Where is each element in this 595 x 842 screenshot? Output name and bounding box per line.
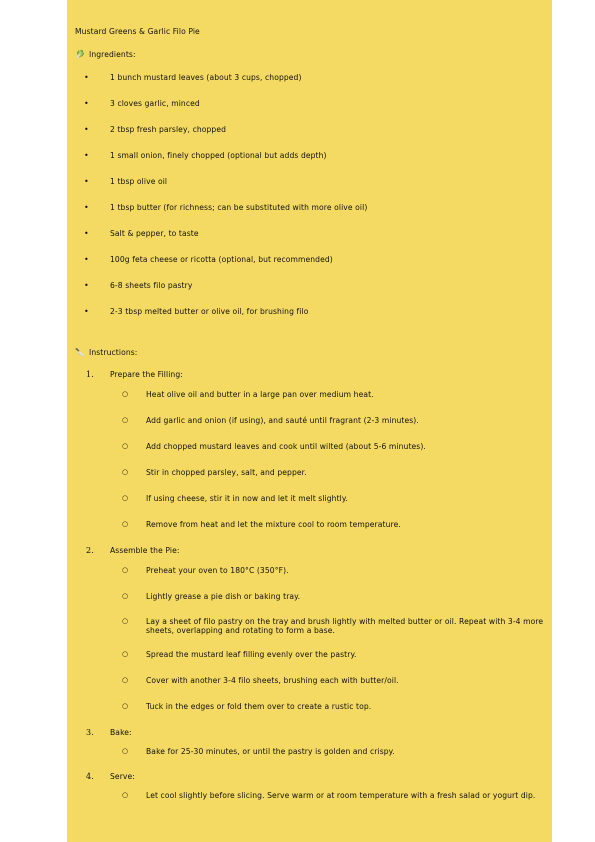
step-number: 2. — [86, 546, 94, 555]
step-detail-item: Cover with another 3-4 filo sheets, brushing each with butter/oil. — [146, 676, 399, 685]
circle-bullet-icon: ○ — [122, 494, 129, 502]
ingredient-item: 2 tbsp fresh parsley, chopped — [110, 125, 227, 134]
step-number: 3. — [86, 728, 94, 737]
step-detail-item: Add chopped mustard leaves and cook until wilted (about 5-6 minutes). — [146, 442, 426, 451]
circle-bullet-icon: ○ — [122, 390, 129, 398]
ingredient-item: 3 cloves garlic, minced — [110, 99, 200, 108]
ingredient-item: 1 tbsp butter (for richness; can be substituted with more olive oil) — [110, 203, 368, 212]
step-detail-item: Tuck in the edges or fold them over to create a rustic top. — [146, 702, 372, 711]
step-detail-item: Add garlic and onion (if using), and sauté until fragrant (2-3 minutes). — [146, 416, 419, 425]
leafy-greens-icon: 🥬 — [75, 50, 86, 59]
ingredient-item: 2-3 tbsp melted butter or olive oil, for brushing filo — [110, 307, 309, 316]
ingredient-item: 100g feta cheese or ricotta (optional, but recommended) — [110, 255, 333, 264]
instructions-heading — [75, 348, 137, 357]
ingredient-item: Salt & pepper, to taste — [110, 229, 199, 238]
ingredients-heading — [75, 50, 136, 59]
step-detail-item: Lightly grease a pie dish or baking tray. — [146, 592, 301, 601]
step-detail-item: Bake for 25-30 minutes, or until the pastry is golden and crispy. — [146, 747, 395, 756]
step-label: Prepare the Filling: — [110, 370, 183, 379]
ingredient-item: 1 bunch mustard leaves (about 3 cups, chopped) — [110, 73, 302, 82]
circle-bullet-icon: ○ — [122, 520, 129, 528]
bullet-icon: • — [84, 203, 89, 212]
instructions-heading-label: Instructions: — [89, 348, 138, 357]
step-detail-item: Lay a sheet of filo pastry on the tray and brush lightly with melted butter or oil. Repeat with 3-4 more sheets, overlapping and rotating to form a base. — [146, 617, 544, 635]
bullet-icon: • — [84, 73, 89, 82]
ingredient-item: 1 small onion, finely chopped (optional but adds depth) — [110, 151, 327, 160]
step-number: 4. — [86, 772, 94, 781]
knife-icon: 🔪 — [75, 348, 86, 357]
circle-bullet-icon: ○ — [122, 676, 129, 684]
step-detail-item: If using cheese, stir it in now and let it melt slightly. — [146, 494, 348, 503]
step-detail-item: Preheat your oven to 180°C (350°F). — [146, 566, 289, 575]
bullet-icon: • — [84, 307, 89, 316]
step-detail-item: Spread the mustard leaf filling evenly over the pastry. — [146, 650, 357, 659]
step-detail-item: Remove from heat and let the mixture cool to room temperature. — [146, 520, 401, 529]
circle-bullet-icon: ○ — [122, 702, 129, 710]
circle-bullet-icon: ○ — [122, 650, 129, 658]
ingredient-item: 6-8 sheets filo pastry — [110, 281, 193, 290]
circle-bullet-icon: ○ — [122, 747, 129, 755]
step-label: Assemble the Pie: — [110, 546, 180, 555]
ingredients-heading-label: Ingredients: — [89, 50, 136, 59]
step-detail-item: Stir in chopped parsley, salt, and pepper. — [146, 468, 307, 477]
circle-bullet-icon: ○ — [122, 442, 129, 450]
step-number: 1. — [86, 370, 94, 379]
bullet-icon: • — [84, 281, 89, 290]
bullet-icon: • — [84, 99, 89, 108]
bullet-icon: • — [84, 255, 89, 264]
step-label: Serve: — [110, 772, 135, 781]
bullet-icon: • — [84, 151, 89, 160]
circle-bullet-icon: ○ — [122, 566, 129, 574]
circle-bullet-icon: ○ — [122, 468, 129, 476]
step-detail-item: Let cool slightly before slicing. Serve warm or at room temperature with a fresh salad or yogurt dip. — [146, 791, 536, 800]
step-detail-item: Heat olive oil and butter in a large pan over medium heat. — [146, 390, 374, 399]
ingredient-item: 1 tbsp olive oil — [110, 177, 168, 186]
document-page — [67, 0, 552, 842]
bullet-icon: • — [84, 125, 89, 134]
circle-bullet-icon: ○ — [122, 592, 129, 600]
step-label: Bake: — [110, 728, 132, 737]
bullet-icon: • — [84, 177, 89, 186]
circle-bullet-icon: ○ — [122, 617, 129, 625]
recipe-title: Mustard Greens & Garlic Filo Pie — [75, 27, 200, 36]
circle-bullet-icon: ○ — [122, 416, 129, 424]
circle-bullet-icon: ○ — [122, 791, 129, 799]
bullet-icon: • — [84, 229, 89, 238]
